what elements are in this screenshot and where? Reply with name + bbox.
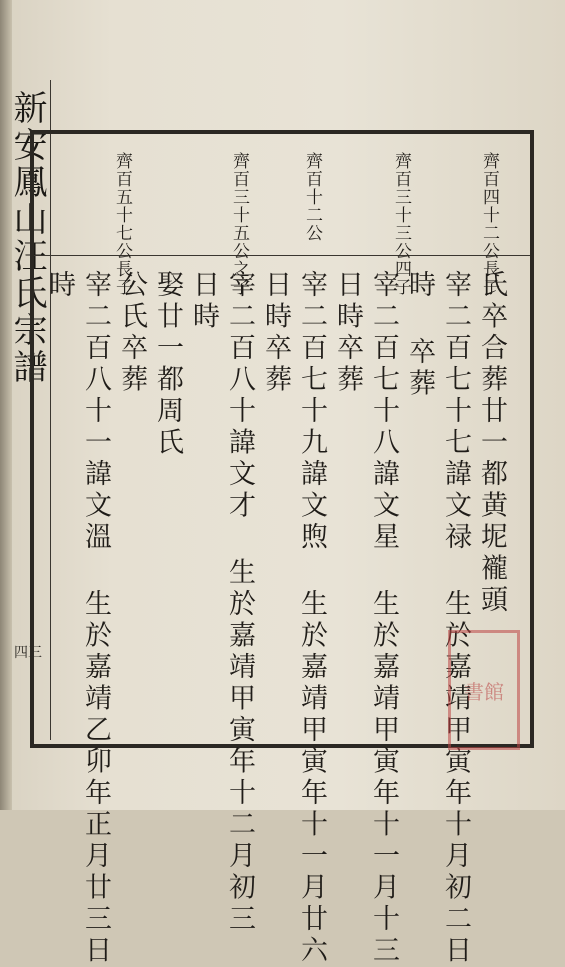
header-note-5: 齊百五十七公長子 [112,152,132,296]
header-note-4: 齊百三十五公之子 [229,152,249,296]
text-column: 宰二百八十一諱文溫 生於嘉靖乙卯年正月廿三日 [80,270,111,967]
text-column: 宰二百七十七諱文禄 生於嘉靖甲寅年十月初二日 [440,270,471,967]
header-note-2: 齊百三十三公四子 [391,152,411,296]
text-column: 宰二百七十八諱文星 生於嘉靖甲寅年十一月十三 [368,270,399,967]
text-column: 日時 [188,270,219,333]
header-note-1: 齊百四十二公長子 [479,152,499,296]
header-note-3: 齊百十二公 [302,152,322,242]
text-column: 宰二百七十九諱文煦 生於嘉靖甲寅年十一月廿六 [296,270,327,967]
text-column: 公氏卒葬 [116,270,147,396]
text-column: 娶廿一都周氏 [152,270,183,459]
book-title: 新安鳳山汪氏宗譜 [7,90,47,386]
page-number: 四三 [14,645,42,661]
header-divider [34,255,530,256]
library-seal: 書館 [448,630,520,750]
text-column: 時 [44,270,75,302]
text-column: 日時卒葬 [332,270,363,396]
text-column: 宰二百八十諱文才 生於嘉靖甲寅年十二月初三 [224,270,255,936]
text-column: 時 卒葬 [404,270,435,400]
text-column: 日時卒葬 [260,270,291,396]
text-column: 氏卒合葬廿一都黄坭襱頭 [476,270,507,617]
